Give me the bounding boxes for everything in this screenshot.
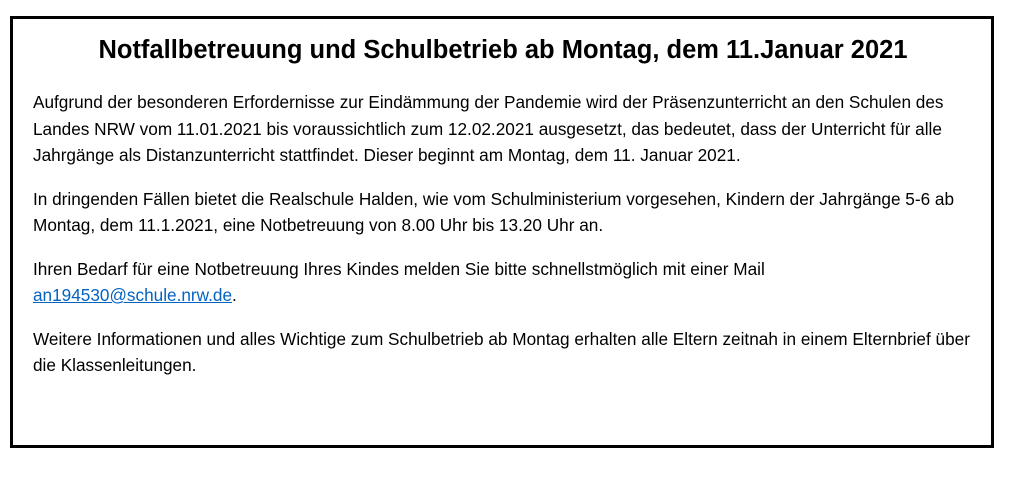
notice-title: Notfallbetreuung und Schulbetrieb ab Montag, dem 11.Januar 2021 bbox=[98, 36, 908, 64]
notice-paragraph-pandemic: Aufgrund der besonderen Erfordernisse zur Eindämmung der Pandemie wird der Präsenzunterricht an den Schulen des Landes NRW vom 11.01.2021 bis voraussichtlich zum 12.02.2021 ausgesetzt, das bedeutet, dass der Unterricht für alle Jahrgänge als Distanzunterricht stattfindet. Dieser beginnt am Montag, dem 11. Januar 2021. bbox=[33, 92, 944, 165]
notice-box bbox=[10, 16, 994, 448]
registration-text: Ihren Bedarf für eine Notbetreuung Ihres Kindes melden Sie bitte schnellstmöglich mit einer Mail bbox=[33, 258, 765, 279]
notice-paragraph-further-info: Weitere Informationen und alles Wichtige zum Schulbetrieb ab Montag erhalten alle Eltern zeitnah in einem Elternbrief über die Klassenleitungen. bbox=[33, 328, 970, 375]
notice-paragraph-registration bbox=[33, 256, 973, 309]
notice-paragraph-emergency-care: In dringenden Fällen bietet die Realschule Halden, wie vom Schulministerium vorgesehen, Kindern der Jahrgänge 5-6 ab Montag, dem 11.1.2021, eine Notbetreuung von 8.00 Uhr bis 13.20 Uhr an. bbox=[33, 188, 955, 235]
email-link[interactable]: an194530@schule.nrw.de bbox=[33, 285, 233, 305]
registration-period: . bbox=[232, 285, 237, 305]
